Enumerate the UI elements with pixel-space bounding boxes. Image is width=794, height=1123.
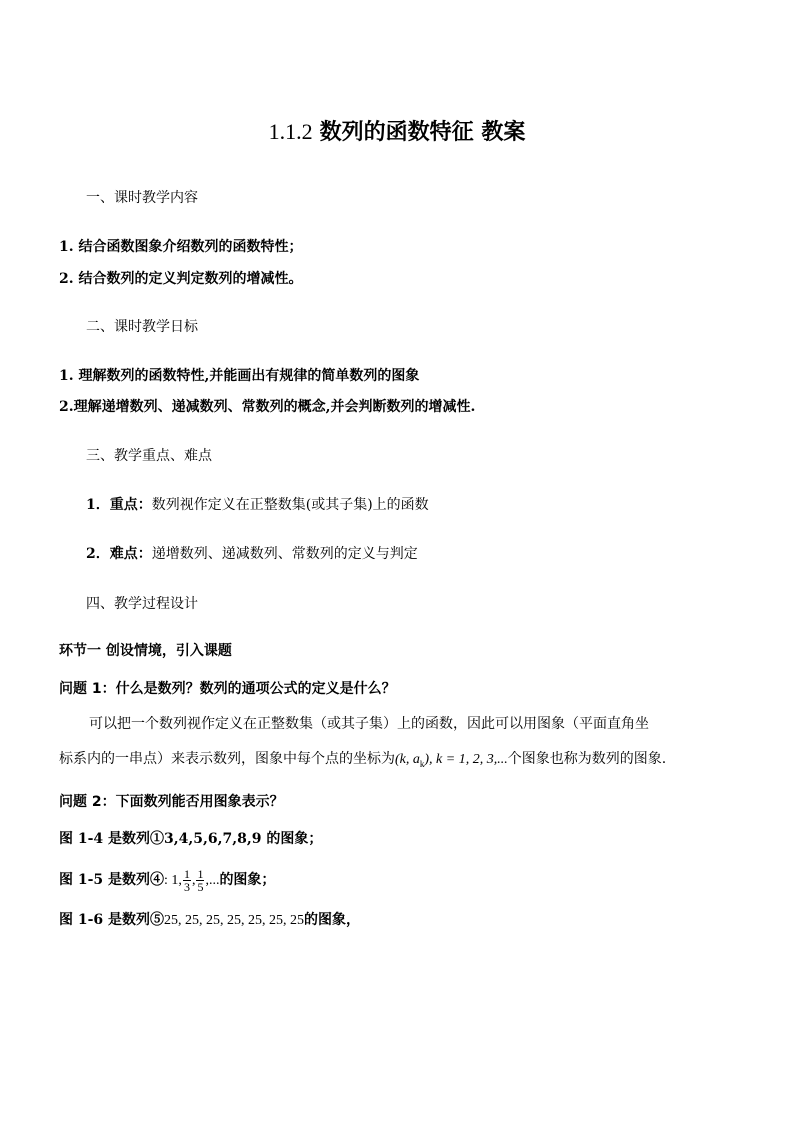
fraction-one-fifth xyxy=(196,868,204,893)
section3-item-2 xyxy=(86,544,418,564)
formula-part-2: ), k = 1, 2, 3,... xyxy=(424,752,508,767)
figure-1-5-text-a: 图 1-5 是数列④ xyxy=(59,872,165,888)
difficulty-label: 2．难点： xyxy=(86,546,152,562)
formula-subscript: k xyxy=(419,758,425,769)
sequence-4-end: ,... xyxy=(205,873,220,888)
page-title xyxy=(0,117,794,148)
coordinate-formula xyxy=(395,752,508,767)
figure-1-6-text-a: 图 1-6 是数列⑤ xyxy=(59,912,165,928)
fraction-2-denominator: 5 xyxy=(197,879,204,894)
title-number: 1.1.2 xyxy=(268,119,313,144)
section3-item-1 xyxy=(86,495,429,515)
figure-1-6-caption xyxy=(59,910,360,931)
paragraph-1-text-b: 个图象也称为数列的图象. xyxy=(507,751,667,767)
sequence-5-values: 25, 25, 25, 25, 25, 25, 25 xyxy=(164,913,305,928)
stage-one-heading: 环节一 创设情境，引入课题 xyxy=(59,643,232,659)
fraction-1-denominator: 3 xyxy=(183,879,190,894)
section-heading-1: 一、课时教学内容 xyxy=(86,190,198,206)
section2-item-2: 2.理解递增数列、递减数列、常数列的概念,并会判断数列的增减性. xyxy=(59,399,476,415)
figure-1-5-caption: 图 1-5 是数列④: 1, $\frac{1}{3}$ , $\frac{1}{5}$ ,...的图象； xyxy=(59,866,276,894)
fraction-one-third xyxy=(183,868,191,893)
key-point-text: 数列视作定义在正整数集(或其子集)上的函数 xyxy=(151,497,429,513)
title-text: 数列的函数特征 教案 xyxy=(319,120,526,145)
key-point-label: 1．重点： xyxy=(86,497,152,513)
difficulty-text: 递增数列、递减数列、常数列的定义与判定 xyxy=(151,546,418,562)
section-heading-2: 二、课时教学日标 xyxy=(86,319,198,335)
figure-1-4-caption: 图 1-4 是数列①3,4,5,6,7,8,9 的图象； xyxy=(59,831,323,847)
question-2: 问题 2：下面数列能否用图象表示？ xyxy=(59,794,284,810)
section-heading-4: 四、教学过程设计 xyxy=(86,596,198,612)
paragraph-1-line-1: 可以把一个数列视作定义在正整数集（或其子集）上的函数，因此可以用图象（平面直角坐 xyxy=(89,716,649,732)
fraction-1-numerator: 1 xyxy=(183,866,190,881)
section1-item-1: 1. 结合函数图象介绍数列的函数特性； xyxy=(59,239,303,255)
formula-part-1: (k, a xyxy=(395,752,420,767)
section2-item-1: 1. 理解数列的函数特性,并能画出有规律的简单数列的图象 xyxy=(59,368,420,384)
fraction-2-numerator: 1 xyxy=(197,866,204,881)
paragraph-1-text-a: 标系内的一串点）来表示数列，图象中每个点的坐标为 xyxy=(59,751,395,767)
figure-1-6-text-b: 的图象， xyxy=(304,912,361,928)
figure-1-5-text-b: 的图象； xyxy=(219,872,276,888)
paragraph-1-line-2 xyxy=(59,749,666,774)
section1-item-2: 2. 结合数列的定义判定数列的增减性。 xyxy=(59,271,303,287)
section-heading-3: 三、教学重点、难点 xyxy=(86,448,212,464)
sequence-4-start: : 1, xyxy=(164,873,182,888)
question-1: 问题 1：什么是数列？数列的通项公式的定义是什么？ xyxy=(59,681,396,697)
